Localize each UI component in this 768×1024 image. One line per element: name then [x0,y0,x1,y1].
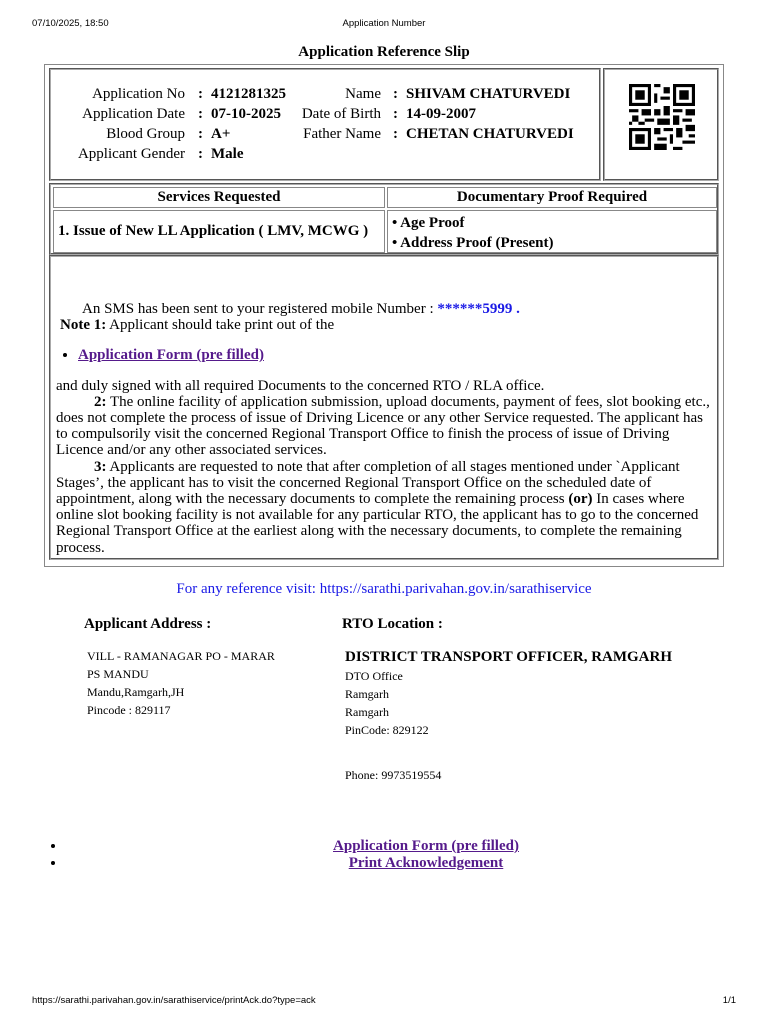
rto-location-header: RTO Location : [342,616,443,632]
note-2-label: 2: [94,393,107,410]
application-form-bottom-link[interactable]: Application Form (pre filled) [333,838,519,854]
qr-code-icon [627,84,697,150]
proof-item: • Age Proof [392,215,465,231]
note-2-text: The online facility of application submission, upload documents, payment of fees, slot booking etc., does not complete the process of issue of Driving Licence or any other Service requested. The applicant has to compulsorily visit the concerned Regional Transport Office to finish the process of issue of Driving Licence and/or any other associated services. [56,393,710,459]
note-3-text-b: In cases where online slot booking facility is not available for any particular RTO, the applicant has to go to the concerned Regional Transport Office at the earliest along with the necessary documents, to complete the remaining process. [56,491,699,556]
gender-label: Applicant Gender [77,146,185,162]
application-no-value: 4121281325 [211,86,286,102]
note-1 [56,317,716,333]
note-1-label: Note 1: [60,317,107,334]
dob-value: 14-09-2007 [406,106,476,122]
services-header: Services Requested [53,187,385,208]
rto-line: Ramgarh [345,687,389,701]
services-table [49,183,719,255]
dob-label: Date of Birth [301,106,381,122]
rto-title: DISTRICT TRANSPORT OFFICER, RAMGARH [345,649,673,665]
application-no-label: Application No [92,86,185,102]
note-3-label: 3: [94,458,107,475]
notes-box [49,255,719,560]
application-date-label: Application Date [82,106,185,122]
sms-text: An SMS has been sent to your registered mobile Number : [82,301,438,317]
colon: : [198,146,203,162]
colon: : [198,86,203,102]
service-requested: 1. Issue of New LL Application ( LMV, MCWG ) [53,210,385,253]
rto-line: Ramgarh [345,705,389,719]
address-line: VILL - RAMANAGAR PO - MARAR [87,649,275,663]
rto-address [345,667,441,784]
name-label: Name [345,86,381,102]
list-item [66,838,768,855]
rto-pincode: PinCode: 829122 [345,723,429,737]
mobile-number: ******5999 . [437,301,520,317]
address-line: Mandu,Ramgarh,JH [87,685,185,699]
name-value: SHIVAM CHATURVEDI [406,86,571,102]
note-3-text-a: Applicants are requested to note that after completion of all stages mentioned under `Applicant Stages’, the applicant has to visit the concerned Regional Transport Office on the scheduled date of appointment, along with the necessary documents to complete the remaining process [56,458,680,508]
reference-line: For any reference visit: https://sarathi.parivahan.gov.in/sarathiservice [176,581,592,597]
applicant-address [87,647,275,719]
application-form-link[interactable]: Application Form (pre filled) [78,347,264,364]
blood-group-value: A+ [211,126,231,142]
bottom-links [48,838,768,872]
proof-list [387,210,717,253]
note-1-text: Applicant should take print out of the [106,317,335,334]
slip-title: Application Reference Slip [298,44,470,60]
father-name-label: Father Name [303,126,381,142]
after-link-text: and duly signed with all required Documents to the concerned RTO / RLA office. [56,377,545,394]
address-line: PS MANDU [87,667,149,681]
colon: : [393,126,398,142]
colon: : [393,106,398,122]
gender-value: Male [211,146,244,162]
blood-group-label: Blood Group [106,126,185,142]
sms-line [56,301,716,317]
slip-frame [44,64,724,567]
address-pincode: Pincode : 829117 [87,703,171,717]
note-2 [56,394,716,459]
print-acknowledgement-link[interactable]: Print Acknowledgement [348,855,504,871]
colon: : [198,106,203,122]
print-page-number: 1/1 [722,995,736,1006]
colon: : [198,126,203,142]
proof-item: • Address Proof (Present) [392,235,554,251]
note-3 [56,459,716,556]
note-3-or: (or) [568,491,593,508]
list-item [66,855,768,872]
print-url: https://sarathi.parivahan.gov.in/sarathiservice/printAck.do?type=ack [32,995,316,1006]
father-name-value: CHETAN CHATURVEDI [406,126,574,142]
application-date-value: 07-10-2025 [211,106,281,122]
applicant-address-header: Applicant Address : [84,616,212,632]
applicant-info-box [49,68,601,181]
print-page-title: Application Number [342,18,426,29]
qr-code-box [603,68,719,181]
rto-phone: Phone: 9973519554 [345,768,442,782]
colon: : [393,86,398,102]
print-datetime: 07/10/2025, 18:50 [32,18,109,29]
rto-line: DTO Office [345,669,403,683]
proof-header: Documentary Proof Required [387,187,717,208]
